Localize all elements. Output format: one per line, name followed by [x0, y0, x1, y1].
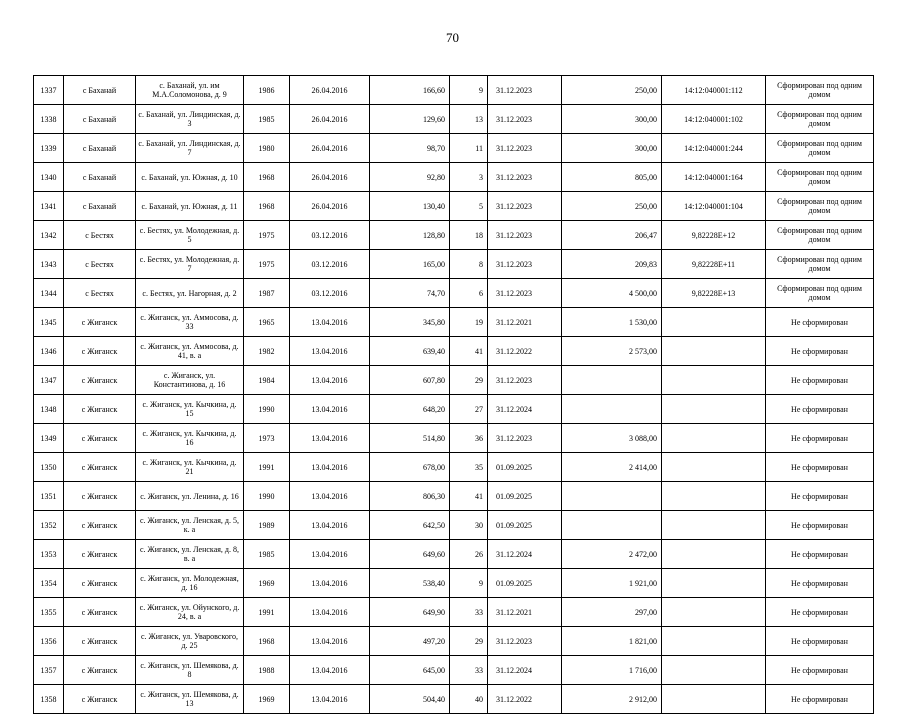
land-status-cell: Сформирован под одним домом: [766, 250, 874, 279]
row-number: 1350: [34, 453, 64, 482]
plan-date-cell: 31.12.2022: [488, 685, 562, 714]
address-cell: с. Бестях, ул. Молодежная, д. 5: [136, 221, 244, 250]
table-row: [34, 424, 874, 453]
land-status-cell: Сформирован под одним домом: [766, 134, 874, 163]
plan-date-cell: 31.12.2023: [488, 134, 562, 163]
amount-cell: 1 530,00: [562, 308, 662, 337]
count-cell: 29: [450, 627, 488, 656]
count-cell: 3: [450, 163, 488, 192]
area-cell: 128,80: [370, 221, 450, 250]
land-status-cell: Не сформирован: [766, 656, 874, 685]
cadastral-number-cell: [662, 482, 766, 511]
land-status-cell: Сформирован под одним домом: [766, 221, 874, 250]
area-cell: 504,40: [370, 685, 450, 714]
land-status-cell: Сформирован под одним домом: [766, 192, 874, 221]
count-cell: 9: [450, 569, 488, 598]
amount-cell: 1 921,00: [562, 569, 662, 598]
amount-cell: 1 821,00: [562, 627, 662, 656]
locality-cell: с Жиганск: [64, 511, 136, 540]
row-number: 1351: [34, 482, 64, 511]
year-cell: 1991: [244, 453, 290, 482]
plan-date-cell: 01.09.2025: [488, 511, 562, 540]
year-cell: 1985: [244, 105, 290, 134]
cadastral-number-cell: [662, 569, 766, 598]
table-row: [34, 134, 874, 163]
table-row: [34, 395, 874, 424]
area-cell: 497,20: [370, 627, 450, 656]
amount-cell: 3 088,00: [562, 424, 662, 453]
row-number: 1355: [34, 598, 64, 627]
area-cell: 642,50: [370, 511, 450, 540]
land-status-cell: Не сформирован: [766, 337, 874, 366]
amount-cell: 2 472,00: [562, 540, 662, 569]
land-status-cell: Не сформирован: [766, 540, 874, 569]
table-row: [34, 685, 874, 714]
plan-date-cell: 31.12.2024: [488, 656, 562, 685]
table-row: [34, 656, 874, 685]
count-cell: 26: [450, 540, 488, 569]
land-status-cell: Не сформирован: [766, 482, 874, 511]
row-number: 1354: [34, 569, 64, 598]
year-cell: 1968: [244, 163, 290, 192]
table-row: [34, 627, 874, 656]
plan-date-cell: 31.12.2023: [488, 424, 562, 453]
date-cell: 03.12.2016: [290, 250, 370, 279]
address-cell: с. Жиганск, ул. Ленская, д. 5, к. а: [136, 511, 244, 540]
cadastral-number-cell: 14:12:040001:244: [662, 134, 766, 163]
cadastral-number-cell: [662, 656, 766, 685]
land-status-cell: Сформирован под одним домом: [766, 163, 874, 192]
table-row: [34, 76, 874, 105]
area-cell: 806,30: [370, 482, 450, 511]
locality-cell: с Баханай: [64, 134, 136, 163]
date-cell: 26.04.2016: [290, 163, 370, 192]
locality-cell: с Жиганск: [64, 656, 136, 685]
land-status-cell: Сформирован под одним домом: [766, 279, 874, 308]
year-cell: 1989: [244, 511, 290, 540]
locality-cell: с Баханай: [64, 105, 136, 134]
address-cell: с. Жиганск, ул. Шемякова, д. 8: [136, 656, 244, 685]
housing-registry-table: [33, 75, 874, 714]
year-cell: 1990: [244, 395, 290, 424]
year-cell: 1975: [244, 221, 290, 250]
date-cell: 13.04.2016: [290, 685, 370, 714]
locality-cell: с Жиганск: [64, 482, 136, 511]
land-status-cell: Не сформирован: [766, 685, 874, 714]
date-cell: 26.04.2016: [290, 76, 370, 105]
amount-cell: [562, 511, 662, 540]
table-row: [34, 540, 874, 569]
year-cell: 1982: [244, 337, 290, 366]
year-cell: 1969: [244, 569, 290, 598]
row-number: 1358: [34, 685, 64, 714]
amount-cell: 300,00: [562, 134, 662, 163]
table-row: [34, 453, 874, 482]
table-body: [34, 76, 874, 714]
locality-cell: с Баханай: [64, 76, 136, 105]
area-cell: 648,20: [370, 395, 450, 424]
land-status-cell: Не сформирован: [766, 598, 874, 627]
year-cell: 1969: [244, 685, 290, 714]
plan-date-cell: 31.12.2021: [488, 308, 562, 337]
row-number: 1343: [34, 250, 64, 279]
land-status-cell: Не сформирован: [766, 453, 874, 482]
locality-cell: с Жиганск: [64, 598, 136, 627]
address-cell: с. Бестях, ул. Нагорная, д. 2: [136, 279, 244, 308]
date-cell: 26.04.2016: [290, 192, 370, 221]
plan-date-cell: 01.09.2025: [488, 569, 562, 598]
address-cell: с. Жиганск, ул. Аммосова, д. 33: [136, 308, 244, 337]
amount-cell: 4 500,00: [562, 279, 662, 308]
count-cell: 11: [450, 134, 488, 163]
address-cell: с. Жиганск, ул. Константинова, д. 16: [136, 366, 244, 395]
date-cell: 13.04.2016: [290, 540, 370, 569]
table-row: [34, 279, 874, 308]
plan-date-cell: 01.09.2025: [488, 453, 562, 482]
cadastral-number-cell: [662, 598, 766, 627]
table-row: [34, 366, 874, 395]
row-number: 1341: [34, 192, 64, 221]
address-cell: с. Жиганск, ул. Кычкина, д. 15: [136, 395, 244, 424]
row-number: 1357: [34, 656, 64, 685]
land-status-cell: Не сформирован: [766, 627, 874, 656]
table-row: [34, 192, 874, 221]
count-cell: 33: [450, 598, 488, 627]
plan-date-cell: 31.12.2023: [488, 76, 562, 105]
cadastral-number-cell: [662, 337, 766, 366]
address-cell: с. Баханай, ул. Южная, д. 11: [136, 192, 244, 221]
date-cell: 13.04.2016: [290, 598, 370, 627]
locality-cell: с Жиганск: [64, 453, 136, 482]
row-number: 1352: [34, 511, 64, 540]
locality-cell: с Жиганск: [64, 540, 136, 569]
row-number: 1347: [34, 366, 64, 395]
table-row: [34, 569, 874, 598]
date-cell: 13.04.2016: [290, 308, 370, 337]
area-cell: 514,80: [370, 424, 450, 453]
row-number: 1356: [34, 627, 64, 656]
page-number: 70: [446, 30, 459, 45]
locality-cell: с Жиганск: [64, 569, 136, 598]
amount-cell: 297,00: [562, 598, 662, 627]
address-cell: с. Жиганск, ул. Кычкина, д. 16: [136, 424, 244, 453]
count-cell: 18: [450, 221, 488, 250]
area-cell: 649,90: [370, 598, 450, 627]
year-cell: 1975: [244, 250, 290, 279]
address-cell: с. Бестях, ул. Молодежная, д. 7: [136, 250, 244, 279]
count-cell: 35: [450, 453, 488, 482]
row-number: 1344: [34, 279, 64, 308]
date-cell: 13.04.2016: [290, 627, 370, 656]
plan-date-cell: 31.12.2023: [488, 221, 562, 250]
amount-cell: 2 573,00: [562, 337, 662, 366]
address-cell: с. Баханай, ул. Южная, д. 10: [136, 163, 244, 192]
locality-cell: с Баханай: [64, 192, 136, 221]
area-cell: 129,60: [370, 105, 450, 134]
area-cell: 645,00: [370, 656, 450, 685]
cadastral-number-cell: 9,82228E+13: [662, 279, 766, 308]
address-cell: с. Жиганск, ул. Аммосова, д. 41, в. а: [136, 337, 244, 366]
row-number: 1342: [34, 221, 64, 250]
table-row: [34, 221, 874, 250]
cadastral-number-cell: [662, 453, 766, 482]
plan-date-cell: 31.12.2023: [488, 105, 562, 134]
plan-date-cell: 31.12.2023: [488, 192, 562, 221]
year-cell: 1985: [244, 540, 290, 569]
table-row: [34, 598, 874, 627]
land-status-cell: Не сформирован: [766, 569, 874, 598]
address-cell: с. Жиганск, ул. Кычкина, д. 21: [136, 453, 244, 482]
cadastral-number-cell: [662, 395, 766, 424]
amount-cell: 805,00: [562, 163, 662, 192]
count-cell: 29: [450, 366, 488, 395]
date-cell: 03.12.2016: [290, 221, 370, 250]
count-cell: 13: [450, 105, 488, 134]
amount-cell: [562, 366, 662, 395]
row-number: 1348: [34, 395, 64, 424]
cadastral-number-cell: 14:12:040001:112: [662, 76, 766, 105]
date-cell: 13.04.2016: [290, 569, 370, 598]
cadastral-number-cell: 14:12:040001:102: [662, 105, 766, 134]
locality-cell: с Жиганск: [64, 685, 136, 714]
area-cell: 345,80: [370, 308, 450, 337]
land-status-cell: Сформирован под одним домом: [766, 76, 874, 105]
cadastral-number-cell: [662, 540, 766, 569]
address-cell: с. Жиганск, ул. Молодежная, д. 16: [136, 569, 244, 598]
year-cell: 1990: [244, 482, 290, 511]
cadastral-number-cell: 9,82228E+12: [662, 221, 766, 250]
locality-cell: с Бестях: [64, 279, 136, 308]
table-row: [34, 337, 874, 366]
cadastral-number-cell: 14:12:040001:164: [662, 163, 766, 192]
table-row: [34, 511, 874, 540]
amount-cell: 250,00: [562, 76, 662, 105]
date-cell: 26.04.2016: [290, 105, 370, 134]
row-number: 1340: [34, 163, 64, 192]
amount-cell: 209,83: [562, 250, 662, 279]
count-cell: 6: [450, 279, 488, 308]
year-cell: 1987: [244, 279, 290, 308]
plan-date-cell: 31.12.2022: [488, 337, 562, 366]
address-cell: с. Жиганск, ул. Уваровского, д. 25: [136, 627, 244, 656]
address-cell: с. Баханай, ул. Линдинская, д. 3: [136, 105, 244, 134]
plan-date-cell: 31.12.2023: [488, 366, 562, 395]
area-cell: 98,70: [370, 134, 450, 163]
area-cell: 607,80: [370, 366, 450, 395]
year-cell: 1965: [244, 308, 290, 337]
land-status-cell: Не сформирован: [766, 424, 874, 453]
cadastral-number-cell: 9,82228E+11: [662, 250, 766, 279]
date-cell: 13.04.2016: [290, 511, 370, 540]
year-cell: 1980: [244, 134, 290, 163]
plan-date-cell: 31.12.2024: [488, 540, 562, 569]
area-cell: 92,80: [370, 163, 450, 192]
address-cell: с. Жиганск, ул. Шемякова, д. 13: [136, 685, 244, 714]
cadastral-number-cell: [662, 627, 766, 656]
count-cell: 30: [450, 511, 488, 540]
cadastral-number-cell: 14:12:040001:104: [662, 192, 766, 221]
cadastral-number-cell: [662, 685, 766, 714]
address-cell: с. Баханай, ул. им М.А.Соломонова, д. 9: [136, 76, 244, 105]
address-cell: с. Жиганск, ул. Ленская, д. 8, в. а: [136, 540, 244, 569]
row-number: 1353: [34, 540, 64, 569]
area-cell: 538,40: [370, 569, 450, 598]
table-row: [34, 482, 874, 511]
locality-cell: с Жиганск: [64, 424, 136, 453]
table-row: [34, 250, 874, 279]
year-cell: 1968: [244, 192, 290, 221]
date-cell: 13.04.2016: [290, 337, 370, 366]
date-cell: 26.04.2016: [290, 134, 370, 163]
area-cell: 639,40: [370, 337, 450, 366]
year-cell: 1988: [244, 656, 290, 685]
area-cell: 130,40: [370, 192, 450, 221]
plan-date-cell: 31.12.2023: [488, 627, 562, 656]
area-cell: 165,00: [370, 250, 450, 279]
row-number: 1337: [34, 76, 64, 105]
count-cell: 33: [450, 656, 488, 685]
table-row: [34, 163, 874, 192]
amount-cell: [562, 395, 662, 424]
cadastral-number-cell: [662, 424, 766, 453]
plan-date-cell: 31.12.2023: [488, 279, 562, 308]
row-number: 1346: [34, 337, 64, 366]
cadastral-number-cell: [662, 366, 766, 395]
count-cell: 27: [450, 395, 488, 424]
amount-cell: 1 716,00: [562, 656, 662, 685]
count-cell: 5: [450, 192, 488, 221]
plan-date-cell: 31.12.2021: [488, 598, 562, 627]
plan-date-cell: 01.09.2025: [488, 482, 562, 511]
locality-cell: с Жиганск: [64, 627, 136, 656]
address-cell: с. Баханай, ул. Линдинская, д. 7: [136, 134, 244, 163]
date-cell: 03.12.2016: [290, 279, 370, 308]
area-cell: 166,60: [370, 76, 450, 105]
count-cell: 36: [450, 424, 488, 453]
amount-cell: [562, 482, 662, 511]
date-cell: 13.04.2016: [290, 453, 370, 482]
row-number: 1338: [34, 105, 64, 134]
area-cell: 678,00: [370, 453, 450, 482]
locality-cell: с Жиганск: [64, 366, 136, 395]
year-cell: 1968: [244, 627, 290, 656]
table-row: [34, 308, 874, 337]
amount-cell: 300,00: [562, 105, 662, 134]
cadastral-number-cell: [662, 511, 766, 540]
land-status-cell: Не сформирован: [766, 308, 874, 337]
date-cell: 13.04.2016: [290, 366, 370, 395]
locality-cell: с Бестях: [64, 221, 136, 250]
count-cell: 8: [450, 250, 488, 279]
area-cell: 649,60: [370, 540, 450, 569]
row-number: 1349: [34, 424, 64, 453]
land-status-cell: Не сформирован: [766, 511, 874, 540]
land-status-cell: Не сформирован: [766, 395, 874, 424]
row-number: 1345: [34, 308, 64, 337]
amount-cell: 250,00: [562, 192, 662, 221]
area-cell: 74,70: [370, 279, 450, 308]
date-cell: 13.04.2016: [290, 424, 370, 453]
land-status-cell: Не сформирован: [766, 366, 874, 395]
year-cell: 1984: [244, 366, 290, 395]
locality-cell: с Бестях: [64, 250, 136, 279]
year-cell: 1973: [244, 424, 290, 453]
table-row: [34, 105, 874, 134]
amount-cell: 206,47: [562, 221, 662, 250]
address-cell: с. Жиганск, ул. Ленина, д. 16: [136, 482, 244, 511]
date-cell: 13.04.2016: [290, 395, 370, 424]
plan-date-cell: 31.12.2023: [488, 163, 562, 192]
count-cell: 41: [450, 337, 488, 366]
count-cell: 9: [450, 76, 488, 105]
count-cell: 41: [450, 482, 488, 511]
plan-date-cell: 31.12.2024: [488, 395, 562, 424]
locality-cell: с Жиганск: [64, 337, 136, 366]
land-status-cell: Сформирован под одним домом: [766, 105, 874, 134]
amount-cell: 2 414,00: [562, 453, 662, 482]
locality-cell: с Жиганск: [64, 308, 136, 337]
date-cell: 13.04.2016: [290, 482, 370, 511]
year-cell: 1986: [244, 76, 290, 105]
year-cell: 1991: [244, 598, 290, 627]
locality-cell: с Жиганск: [64, 395, 136, 424]
amount-cell: 2 912,00: [562, 685, 662, 714]
count-cell: 40: [450, 685, 488, 714]
cadastral-number-cell: [662, 308, 766, 337]
locality-cell: с Баханай: [64, 163, 136, 192]
row-number: 1339: [34, 134, 64, 163]
address-cell: с. Жиганск, ул. Ойунского, д. 24, в. а: [136, 598, 244, 627]
count-cell: 19: [450, 308, 488, 337]
date-cell: 13.04.2016: [290, 656, 370, 685]
plan-date-cell: 31.12.2023: [488, 250, 562, 279]
